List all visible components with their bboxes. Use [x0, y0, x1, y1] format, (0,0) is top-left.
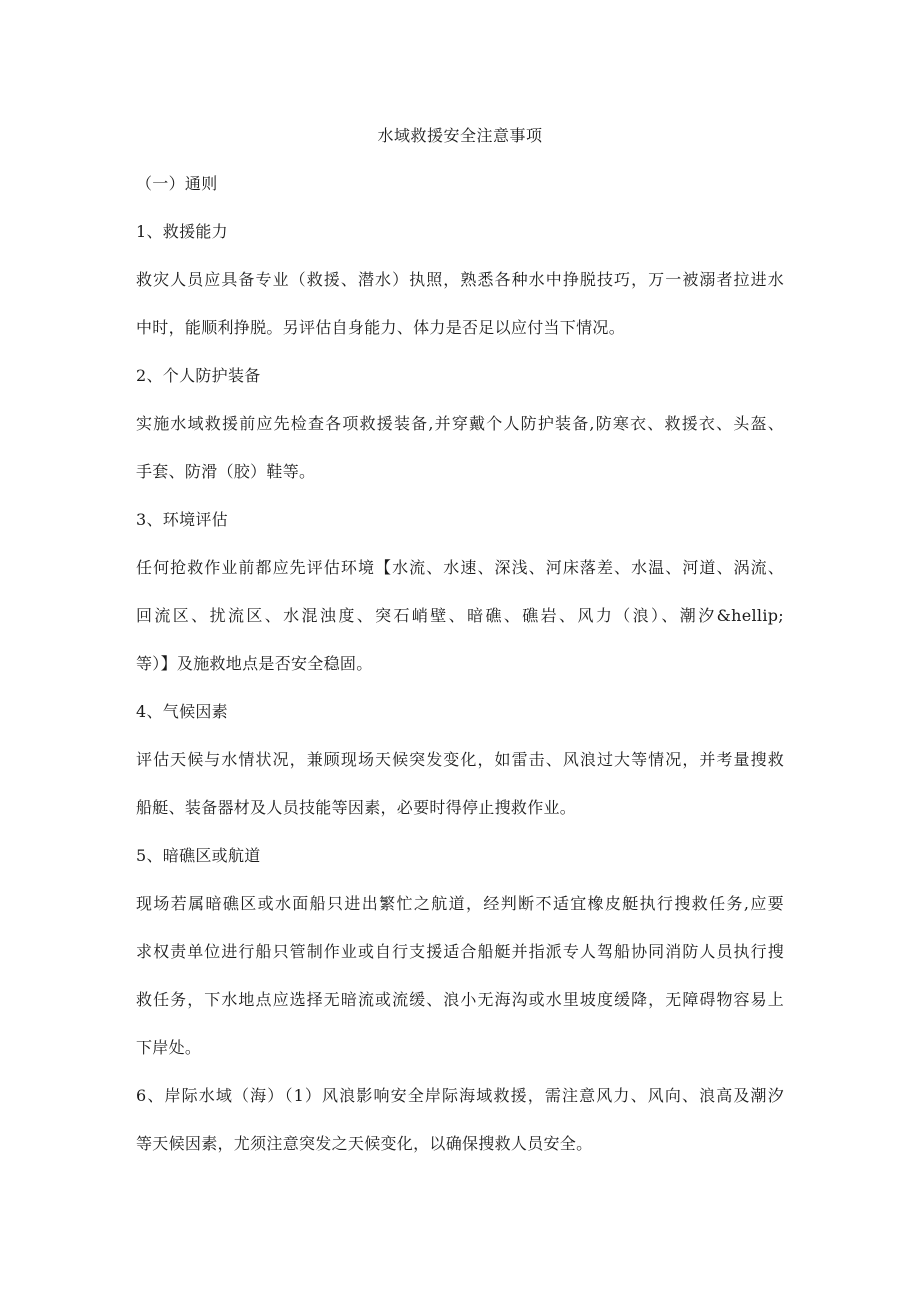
- paragraph-line: 下岸处。: [136, 1038, 202, 1057]
- paragraph-line: 实施水域救援前应先检查各项救援装备,并穿戴个人防护装备,防寒衣、救援衣、头盔、: [136, 414, 784, 433]
- paragraph-line: 评估天候与水情状况，兼顾现场天候突发变化，如雷击、风浪过大等情况，并考量搜救: [136, 750, 784, 769]
- paragraph-line: 求权责单位进行船只管制作业或自行支援适合船艇并指派专人驾船协同消防人员执行搜: [136, 942, 784, 961]
- paragraph-line: 回流区、扰流区、水混浊度、突石峭壁、暗礁、礁岩、风力（浪）、潮汐&hellip;: [136, 606, 784, 625]
- section-heading-general: （一）通则: [136, 174, 218, 193]
- item-heading-coastal-waters: 6、岸际水域（海）（1）风浪影响安全岸际海域救援，需注意风力、风向、浪高及潮汐: [136, 1086, 784, 1105]
- document-title: 水域救援安全注意事项: [377, 126, 543, 145]
- paragraph-line: 等天候因素，尤须注意突发之天候变化，以确保搜救人员安全。: [136, 1134, 593, 1153]
- item-heading-reef-channel: 5、暗礁区或航道: [136, 846, 261, 865]
- paragraph-line: 任何抢救作业前都应先评估环境【水流、水速、深浅、河床落差、水温、河道、涡流、: [136, 558, 784, 577]
- paragraph-line: 等）】及施救地点是否安全稳固。: [136, 654, 373, 673]
- paragraph-line: 现场若属暗礁区或水面船只进出繁忙之航道，经判断不适宜橡皮艇执行搜救任务,应要: [136, 894, 784, 913]
- paragraph-line: 船艇、装备器材及人员技能等因素，必要时得停止搜救作业。: [136, 798, 577, 817]
- paragraph-line: 救灾人员应具备专业（救援、潜水）执照，熟悉各种水中挣脱技巧，万一被溺者拉进水: [136, 270, 784, 289]
- item-heading-personal-protection: 2、个人防护装备: [136, 366, 261, 385]
- paragraph-line: 手套、防滑（胶）鞋等。: [136, 462, 316, 481]
- item-heading-rescue-ability: 1、救援能力: [136, 222, 228, 241]
- item-heading-weather: 4、气候因素: [136, 702, 228, 721]
- item-heading-environment: 3、环境评估: [136, 510, 228, 529]
- paragraph-line: 救任务，下水地点应选择无暗流或流缓、浪小无海沟或水里坡度缓降，无障碍物容易上: [136, 990, 784, 1009]
- paragraph-line: 中时，能顺利挣脱。另评估自身能力、体力是否足以应付当下情况。: [136, 318, 626, 337]
